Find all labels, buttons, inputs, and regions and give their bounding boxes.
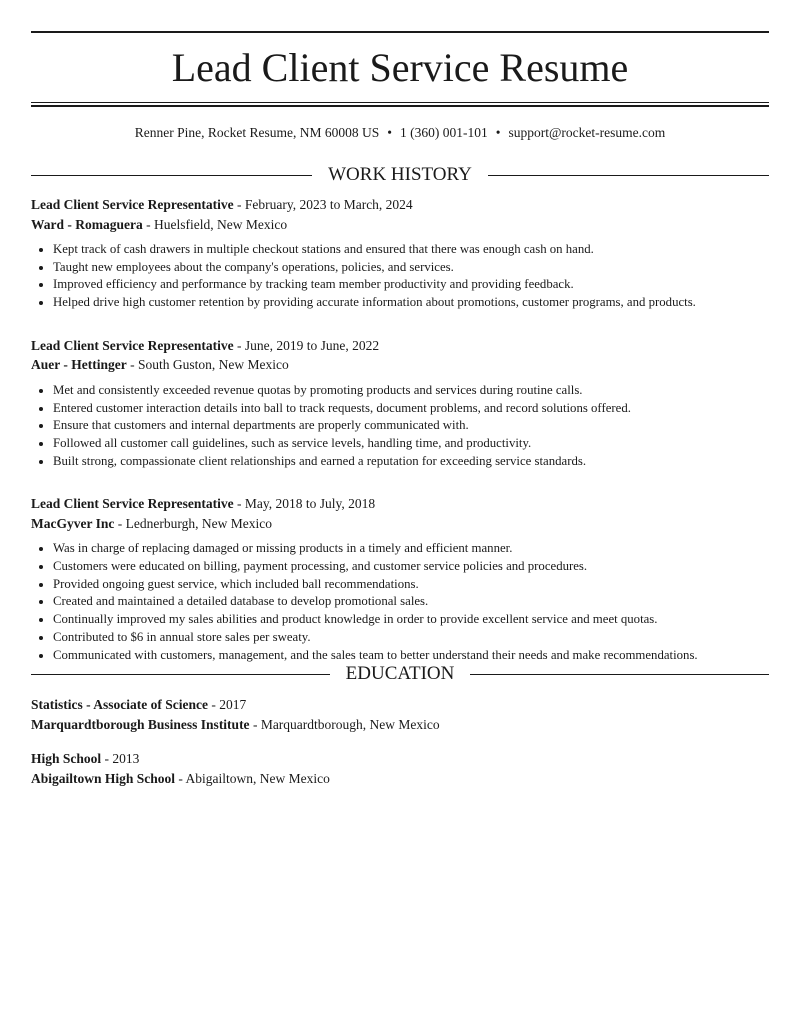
graduation-year: 2013 bbox=[112, 751, 140, 766]
bullet-item: • Provided ongoing guest service, which included ball recommendations. bbox=[53, 576, 769, 594]
bullet-item: • Created and maintained a detailed database to develop promotional sales. bbox=[53, 593, 769, 611]
divider bbox=[470, 674, 769, 675]
page-title: Lead Client Service Resume bbox=[171, 45, 629, 90]
education-entry bbox=[31, 749, 769, 788]
contact-info bbox=[31, 124, 769, 142]
section-title: EDUCATION bbox=[345, 663, 455, 684]
company-location: Huelsfield, New Mexico bbox=[154, 216, 288, 232]
company-location: Lednerburgh, New Mexico bbox=[125, 515, 272, 531]
job-entry bbox=[31, 336, 769, 471]
school-name: Abigailtown High School bbox=[31, 770, 176, 786]
job-bullets bbox=[31, 382, 769, 471]
work-history-heading bbox=[31, 164, 769, 186]
divider bbox=[31, 175, 312, 176]
separator-dot: • bbox=[387, 125, 392, 140]
bullet-item: • Customers were educated on billing, payment processing, and customer service policies and procedures. bbox=[53, 558, 769, 576]
job-entry bbox=[31, 494, 769, 664]
contact-address: Renner Pine, Rocket Resume, NM 60008 US bbox=[134, 125, 380, 140]
divider bbox=[488, 175, 769, 176]
top-rule bbox=[31, 31, 769, 33]
bullet-item: • Taught new employees about the company's operations, policies, and services. bbox=[53, 259, 769, 277]
work-history-list bbox=[31, 195, 769, 688]
bullet-item: • Contributed to $6 in annual store sales per sweaty. bbox=[53, 629, 769, 647]
degree-line: Statistics - Associate of Science - 2017 bbox=[31, 697, 247, 712]
education-list bbox=[31, 695, 769, 803]
company-location: South Guston, New Mexico bbox=[137, 357, 289, 373]
bullet-item: • Met and consistently exceeded revenue quotas by promoting products and services during routine calls. bbox=[53, 382, 769, 400]
company-name: MacGyver Inc bbox=[31, 515, 115, 531]
bullet-item: • Communicated with customers, management, and the sales team to better understand their needs and make recommendations. bbox=[53, 647, 769, 665]
bullet-item: • Followed all customer call guidelines, such as service levels, handling time, and productivity. bbox=[53, 435, 769, 453]
bullet-item: • Kept track of cash drawers in multiple checkout stations and ensured that there was enough cash on hand. bbox=[53, 241, 769, 259]
job-dates: May, 2018 to July, 2018 bbox=[244, 496, 376, 512]
job-title-line: Lead Client Service Representative - February, 2023 to March, 2024 bbox=[31, 197, 413, 212]
degree: Statistics - Associate of Science bbox=[31, 697, 208, 712]
bullet-item: • Entered customer interaction details into ball to track requests, document problems, and record solutions offered. bbox=[53, 400, 769, 418]
school-location: Abigailtown, New Mexico bbox=[185, 770, 330, 786]
graduation-year: 2017 bbox=[219, 697, 247, 712]
bullet-item: • Ensure that customers and internal departments are properly communicated with. bbox=[53, 417, 769, 435]
bullet-item: • Was in charge of replacing damaged or missing products in a timely and efficient manner. bbox=[53, 540, 769, 558]
divider bbox=[31, 674, 330, 675]
school-name: Marquardtborough Business Institute bbox=[31, 716, 250, 732]
school-line: Marquardtborough Business Institute - Marquardtborough, New Mexico bbox=[31, 716, 440, 732]
double-rule-thick bbox=[31, 105, 769, 107]
job-title-line: Lead Client Service Representative - June, 2019 to June, 2022 bbox=[31, 337, 380, 353]
job-title: Lead Client Service Representative bbox=[31, 197, 234, 212]
bullet-item: • Helped drive high customer retention by providing accurate information about promotions, customer programs, and products. bbox=[53, 294, 769, 312]
company-name: Ward - Romaguera bbox=[31, 216, 143, 232]
education-entry bbox=[31, 695, 769, 734]
contact-phone: 1 (360) 001-101 bbox=[399, 125, 488, 140]
job-title: Lead Client Service Representative bbox=[31, 496, 234, 512]
job-title: Lead Client Service Representative bbox=[31, 337, 234, 353]
company-line: Ward - Romaguera - Huelsfield, New Mexico bbox=[31, 216, 288, 232]
school-line: Abigailtown High School - Abigailtown, New Mexico bbox=[31, 770, 330, 786]
degree-line: High School - 2013 bbox=[31, 751, 140, 766]
company-line: MacGyver Inc - Lednerburgh, New Mexico bbox=[31, 515, 272, 531]
bullet-item: • Built strong, compassionate client relationships and earned a reputation for exceeding service standards. bbox=[53, 453, 769, 471]
double-rule-thin bbox=[31, 102, 769, 103]
company-name: Auer - Hettinger bbox=[31, 357, 127, 373]
job-bullets bbox=[31, 241, 769, 312]
company-line: Auer - Hettinger - South Guston, New Mexico bbox=[31, 357, 289, 373]
job-entry bbox=[31, 195, 769, 312]
job-bullets bbox=[31, 540, 769, 664]
school-location: Marquardtborough, New Mexico bbox=[260, 716, 440, 732]
job-dates: June, 2019 to June, 2022 bbox=[244, 337, 380, 353]
education-heading bbox=[31, 663, 769, 685]
job-dates: February, 2023 to March, 2024 bbox=[244, 197, 413, 212]
bullet-item: • Improved efficiency and performance by tracking team member productivity and providing feedback. bbox=[53, 276, 769, 294]
bullet-item: • Continually improved my sales abilities and product knowledge in order to provide excellent service and meet quotas. bbox=[53, 611, 769, 629]
degree: High School bbox=[31, 751, 102, 766]
separator-dot: • bbox=[495, 125, 501, 140]
section-title: WORK HISTORY bbox=[328, 164, 472, 185]
contact-email: support@rocket-resume.com bbox=[508, 125, 666, 140]
job-title-line: Lead Client Service Representative - May, 2018 to July, 2018 bbox=[31, 496, 376, 512]
